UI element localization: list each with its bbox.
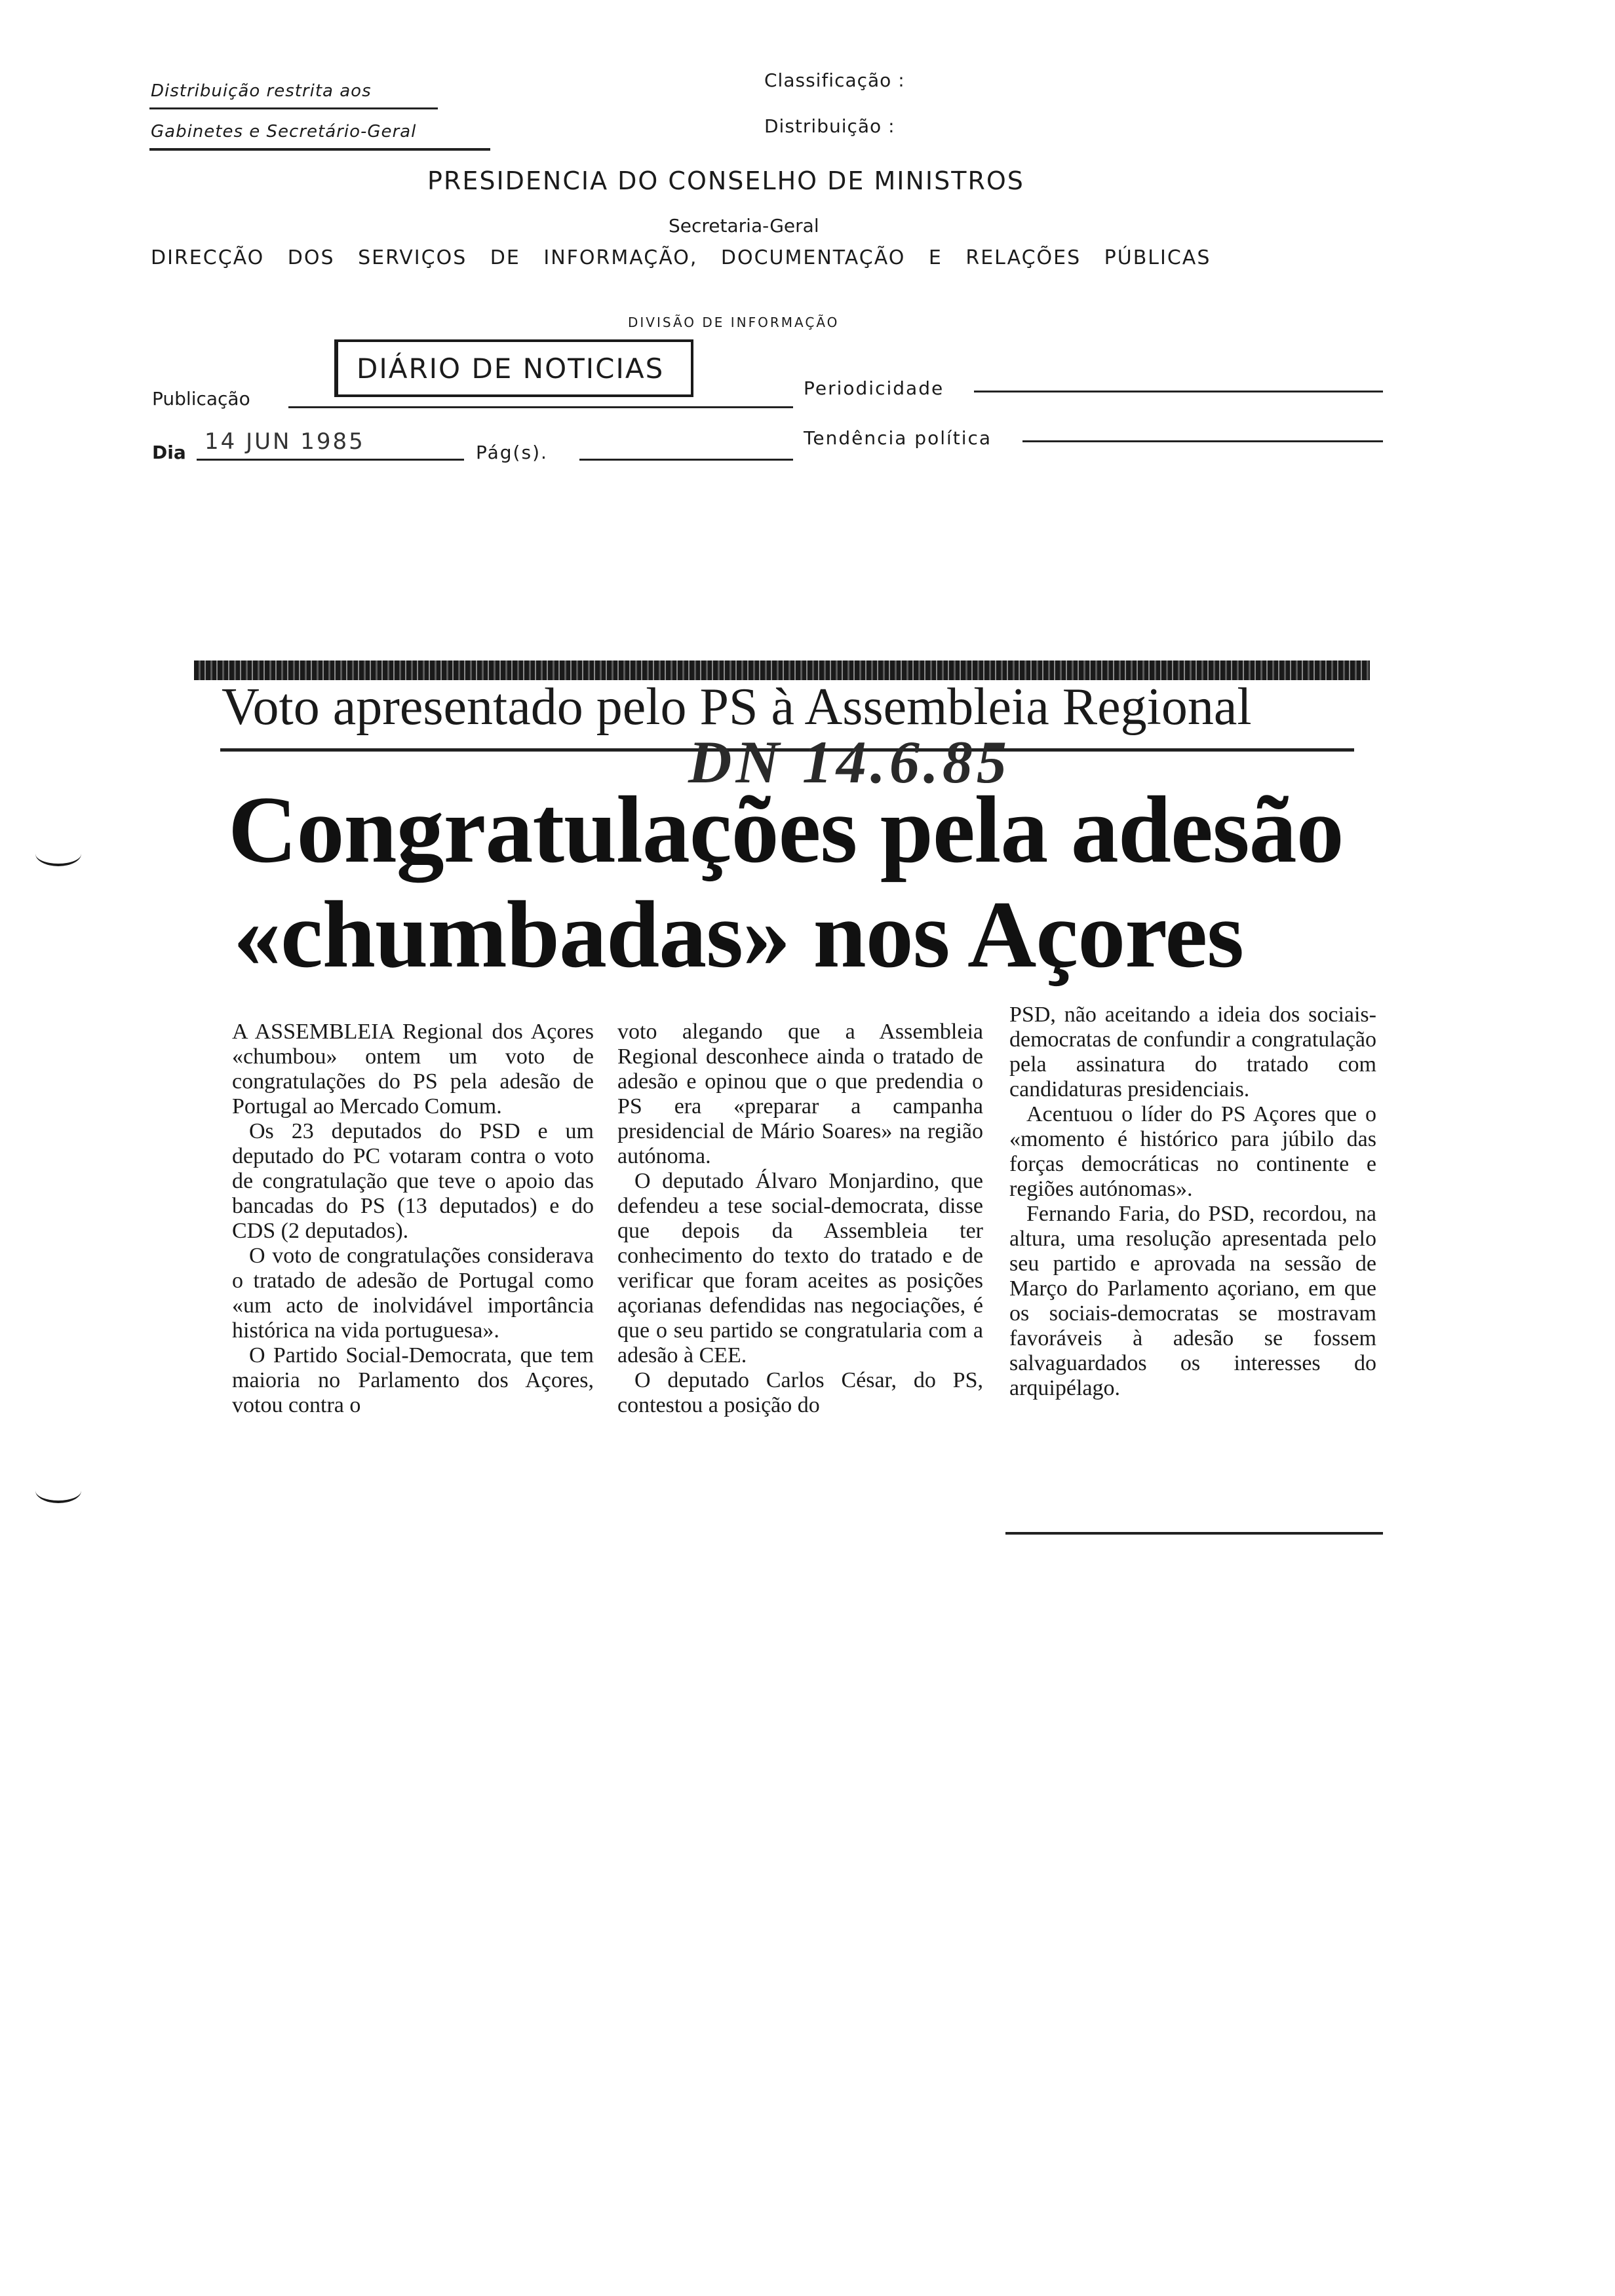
paragraph: PSD, não aceitando a ideia dos sociais-democratas de confundir a congratulação pela assinatura do tratado com candidaturas presidenciais.	[1009, 1003, 1376, 1101]
publication-value: DIÁRIO DE NOTICIAS	[357, 353, 665, 385]
distribution-label: Distribuição :	[764, 115, 895, 137]
paragraph: Os 23 deputados do PSD e um deputado do PC votaram contra o voto de congratulação que teve o apoio das bancadas do PS (13 deputados) e do CDS (2 deputados).	[232, 1119, 594, 1243]
distribution-restricted-line2: Gabinetes e Secretário-Geral	[151, 122, 417, 142]
article-kicker: Voto apresentado pelo PS à Assembleia Regional	[222, 678, 1252, 736]
headline-line1: Congratulações pela adesão	[228, 776, 1344, 883]
distribution-underline-2	[149, 148, 490, 151]
periodicity-underline	[974, 391, 1383, 392]
headline-line2: «chumbadas» nos Açores	[233, 881, 1244, 987]
distribution-restricted-line1: Distribuição restrita aos	[151, 81, 372, 101]
paragraph: Fernando Faria, do PSD, recordou, na altura, uma resolução apresentada pelo seu partido e aprovada na sessão de Março do Parlamento açoriano, em que os sociais-democratas se mostravam favoráveis à adesão se fossem salvaguardados os interesses do arquipélago.	[1009, 1202, 1376, 1400]
paragraph: O Partido Social-Democrata, que tem maioria no Parlamento dos Açores, votou contra o	[232, 1343, 594, 1417]
day-label: Dia	[152, 442, 186, 463]
publication-label: Publicação	[152, 388, 250, 410]
directorate-title: DIRECÇÃO DOS SERVIÇOS DE INFORMAÇÃO, DOCUMENTAÇÃO E RELAÇÕES PÚBLICAS	[151, 246, 1211, 269]
article-column-2	[617, 1020, 983, 1418]
classification-label: Classificação :	[764, 69, 905, 91]
publication-underline	[288, 406, 793, 408]
article-column-3	[1009, 1003, 1376, 1401]
article-column-1	[232, 1020, 594, 1418]
punch-hole-mark-bottom	[35, 1478, 81, 1503]
day-value: 14 JUN 1985	[204, 429, 365, 455]
political-tendency-underline	[1022, 440, 1383, 442]
handwritten-date: DN 14.6.85	[688, 729, 1011, 795]
pages-underline	[579, 459, 793, 461]
day-underline	[197, 459, 464, 461]
political-tendency-label: Tendência política	[804, 427, 992, 449]
paragraph: voto alegando que a Assembleia Regional desconhece ainda o tratado de adesão e opinou que o que predendia o PS era «preparar a campanha presidencial de Mário Soares» na região autónoma.	[617, 1020, 983, 1168]
paragraph: O deputado Álvaro Monjardino, que defendeu a tese social-democrata, disse que depois da Assembleia ter conhecimento do texto do tratado e de verificar que foram aceites as posições açorianas defendidas nas negociações, é que o seu partido se congratularia com a adesão à CEE.	[617, 1169, 983, 1368]
punch-hole-mark-top	[35, 841, 81, 866]
column-3-bottom-rule	[1005, 1532, 1383, 1535]
pages-label: Pág(s).	[476, 442, 548, 463]
division-title: DIVISÃO DE INFORMAÇÃO	[628, 315, 840, 330]
distribution-underline-1	[149, 107, 438, 109]
paragraph: O voto de congratulações considerava o tratado de adesão de Portugal como «um acto de inolvidável importância histórica na vida portuguesa».	[232, 1244, 594, 1343]
paragraph: Acentuou o líder do PS Açores que o «momento é histórico para júbilo das forças democráticas no continente e regiões autónomas».	[1009, 1102, 1376, 1201]
publication-stamp	[334, 339, 693, 397]
paragraph: O deputado Carlos César, do PS, contestou a posição do	[617, 1368, 983, 1417]
periodicity-label: Periodicidade	[804, 377, 944, 399]
presidency-title: PRESIDENCIA DO CONSELHO DE MINISTROS	[427, 166, 1024, 195]
paragraph: A ASSEMBLEIA Regional dos Açores «chumbou» ontem um voto de congratulações do PS pela adesão de Portugal ao Mercado Comum.	[232, 1020, 594, 1119]
secretariat-title: Secretaria-Geral	[669, 215, 819, 237]
